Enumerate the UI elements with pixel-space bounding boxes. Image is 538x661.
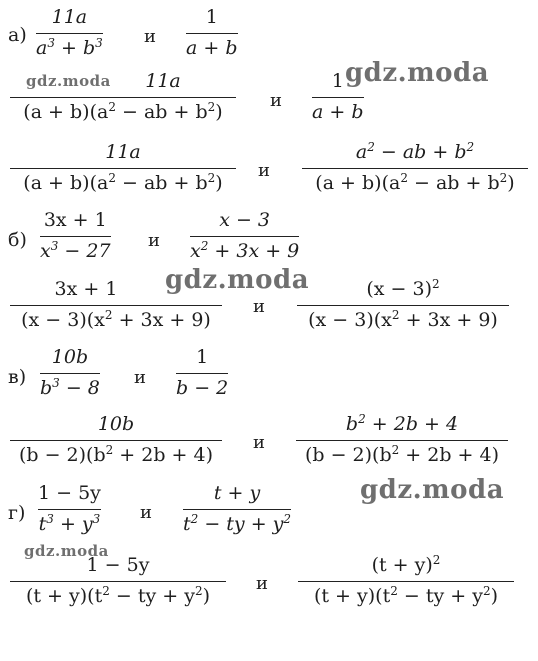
label-g: г) [8, 502, 26, 524]
fraction-b-4: $(x - 3)^2$ $(x - 3)(x^2 + 3x + 9)$ [297, 280, 509, 330]
fraction-a-6: $a^2$ − ab + $b^2$ $(a + b)(a^2$ − ab + $b^2$) [302, 143, 528, 193]
watermark: gdz.moda [360, 475, 505, 505]
conj-a-2: и [270, 90, 282, 111]
fraction-g-4: $(t + y)^2$ $(t + y)(t^2$ − ty + $y^2$) [298, 556, 514, 606]
fraction-v-4: $b^2 + 2b + 4$ $(b - 2)(b^2 + 2b + 4)$ [296, 415, 508, 465]
fraction-a-3: 11a $(a + b)(a^2$ − ab + $b^2$) [10, 72, 236, 122]
label-b: б) [8, 229, 27, 251]
label-a: а) [8, 24, 27, 46]
conj-b-2: и [253, 296, 265, 317]
fraction-g-1: 1 − 5y $t^3 + y^3$ [38, 482, 101, 535]
watermark: gdz.moda [165, 265, 310, 295]
watermark: gdz.moda [345, 58, 490, 88]
watermark: gdz.moda [24, 542, 109, 560]
fraction-a-2: 1 a + b [186, 6, 238, 59]
fraction-a-4: 1 a + b [312, 70, 364, 123]
conj-v-1: и [134, 367, 146, 388]
conj-v-2: и [253, 432, 265, 453]
fraction-a-1: 11a $a^3 + b^3$ [36, 6, 103, 59]
fraction-b-2: x − 3 $x^2 + 3x + 9$ [190, 209, 300, 262]
conj-a-3: и [258, 160, 270, 181]
conj-g-1: и [140, 502, 152, 523]
fraction-b-3: 3x + 1 $(x - 3)(x^2 + 3x + 9)$ [10, 280, 222, 330]
label-v: в) [8, 366, 27, 388]
fraction-g-3: 1 − 5y $(t + y)(t^2$ − ty + $y^2$) [10, 556, 226, 606]
fraction-a-5: 11a $(a + b)(a^2$ − ab + $b^2$) [10, 143, 236, 193]
conj-g-2: и [256, 573, 268, 594]
conj-a-1: и [144, 26, 156, 47]
fraction-g-2: t + y $t^2$ − ty + $y^2$ [183, 482, 292, 535]
fraction-v-2: 1 b − 2 [176, 346, 229, 399]
fraction-v-3: 10b $(b - 2)(b^2 + 2b + 4)$ [10, 415, 222, 465]
fraction-b-1: 3x + 1 $x^3 - 27$ [40, 209, 111, 262]
fraction-v-1: 10b $b^3 - 8$ [40, 346, 100, 399]
conj-b-1: и [148, 230, 160, 251]
watermark: gdz.moda [26, 72, 111, 90]
